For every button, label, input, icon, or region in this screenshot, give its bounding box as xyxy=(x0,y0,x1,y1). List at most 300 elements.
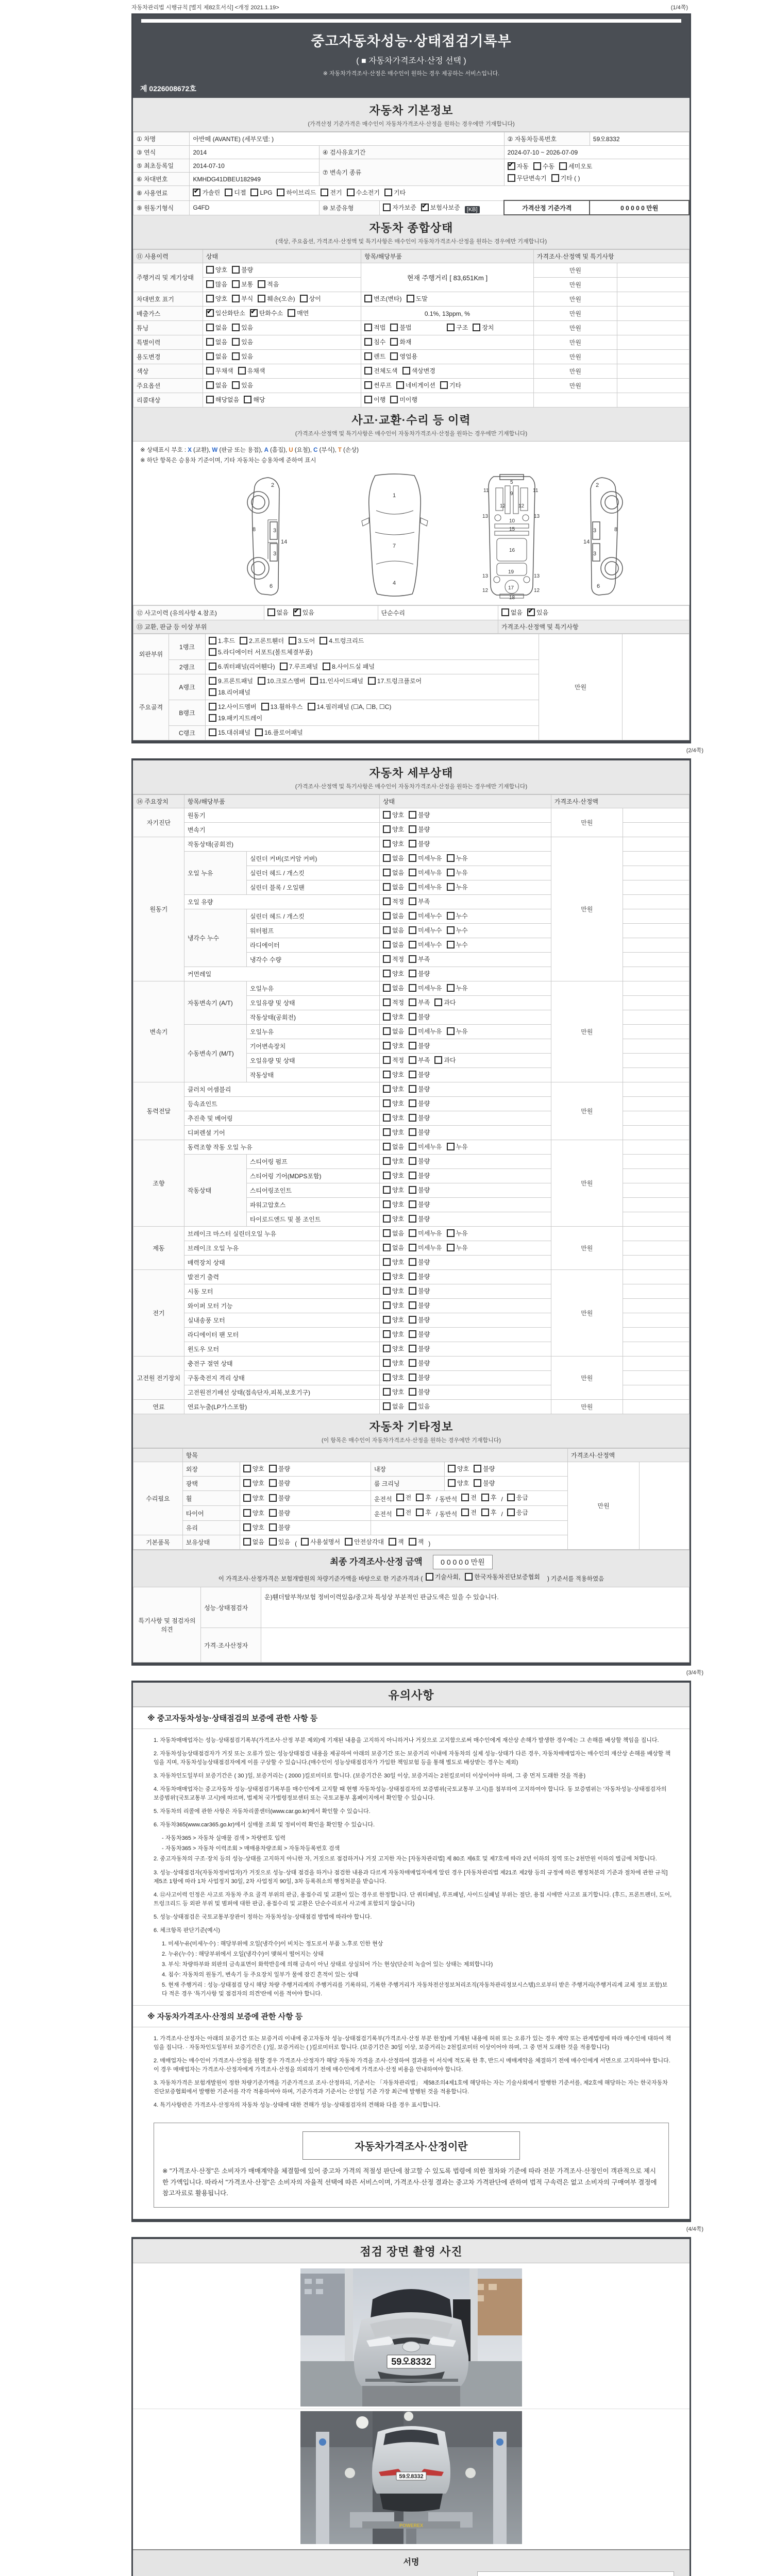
checkbox-option[interactable] xyxy=(447,883,468,891)
checkbox-option[interactable] xyxy=(206,395,239,404)
checkbox-option[interactable] xyxy=(409,1200,430,1209)
checkbox-option[interactable] xyxy=(409,1128,430,1137)
checkbox-option[interactable] xyxy=(551,174,580,182)
checkbox-option[interactable] xyxy=(206,337,227,346)
checkbox-icon[interactable] xyxy=(409,1330,416,1338)
checkbox-icon[interactable] xyxy=(232,280,240,288)
checkbox-checked-icon[interactable] xyxy=(193,189,200,196)
checkbox-option[interactable] xyxy=(383,897,404,906)
checkbox-icon[interactable] xyxy=(447,869,455,876)
checkbox-option[interactable] xyxy=(409,955,430,963)
checkbox-icon[interactable] xyxy=(383,1128,391,1136)
checkbox-option[interactable] xyxy=(409,1258,430,1266)
checkbox-icon[interactable] xyxy=(426,1573,433,1581)
checkbox-option[interactable] xyxy=(383,1402,404,1411)
checkbox-option[interactable] xyxy=(409,839,430,848)
checkbox-icon[interactable] xyxy=(447,941,455,948)
checkbox-option[interactable] xyxy=(267,608,289,617)
checkbox-icon[interactable] xyxy=(383,883,391,891)
checkbox-icon[interactable] xyxy=(383,1143,391,1150)
checkbox-icon[interactable] xyxy=(258,295,265,302)
checkbox-icon[interactable] xyxy=(533,162,541,170)
checkbox-option[interactable] xyxy=(364,294,401,303)
checkbox-icon[interactable] xyxy=(258,280,265,288)
checkbox-option[interactable] xyxy=(383,1113,404,1122)
checkbox-option[interactable] xyxy=(434,998,456,1007)
checkbox-option[interactable] xyxy=(409,1272,430,1281)
checkbox-icon[interactable] xyxy=(368,677,376,685)
checkbox-icon[interactable] xyxy=(383,1345,391,1352)
checkbox-icon[interactable] xyxy=(206,352,214,360)
checkbox-option[interactable] xyxy=(383,1099,404,1108)
checkbox-option[interactable] xyxy=(409,1113,430,1122)
checkbox-option[interactable] xyxy=(409,998,430,1007)
checkbox-icon[interactable] xyxy=(409,811,416,819)
checkbox-icon[interactable] xyxy=(250,189,258,196)
checkbox-icon[interactable] xyxy=(383,840,391,848)
checkbox-option[interactable] xyxy=(383,1185,404,1194)
checkbox-option[interactable] xyxy=(225,188,246,197)
checkbox-option[interactable] xyxy=(232,280,253,289)
checkbox-icon[interactable] xyxy=(269,1509,277,1517)
checkbox-option[interactable] xyxy=(383,1070,404,1079)
checkbox-icon[interactable] xyxy=(206,396,214,403)
checkbox-option[interactable] xyxy=(238,366,265,375)
checkbox-icon[interactable] xyxy=(383,1013,391,1021)
checkbox-option[interactable] xyxy=(409,1185,430,1194)
checkbox-option[interactable] xyxy=(209,688,250,697)
checkbox-option[interactable] xyxy=(383,1027,404,1036)
checkbox-icon[interactable] xyxy=(209,728,216,736)
checkbox-option[interactable] xyxy=(209,636,235,645)
checkbox-icon[interactable] xyxy=(416,1494,424,1501)
checkbox-option[interactable] xyxy=(383,911,404,920)
checkbox-option[interactable] xyxy=(409,810,430,819)
checkbox-option[interactable] xyxy=(409,1027,442,1036)
checkbox-icon[interactable] xyxy=(409,840,416,848)
checkbox-icon[interactable] xyxy=(473,324,480,331)
checkbox-option[interactable] xyxy=(559,162,592,171)
checkbox-option[interactable] xyxy=(300,294,321,303)
checkbox-option[interactable] xyxy=(409,1344,430,1353)
checkbox-option[interactable] xyxy=(232,265,253,274)
checkbox-icon[interactable] xyxy=(347,189,355,196)
checkbox-icon[interactable] xyxy=(364,396,372,403)
checkbox-option[interactable] xyxy=(206,280,227,289)
checkbox-option[interactable] xyxy=(461,1493,477,1502)
checkbox-icon[interactable] xyxy=(409,984,416,992)
checkbox-icon[interactable] xyxy=(383,1258,391,1266)
checkbox-option[interactable] xyxy=(507,1508,528,1517)
checkbox-icon[interactable] xyxy=(481,1509,489,1516)
checkbox-icon[interactable] xyxy=(209,637,216,645)
checkbox-option[interactable] xyxy=(232,352,253,361)
checkbox-icon[interactable] xyxy=(409,1229,416,1237)
checkbox-option[interactable] xyxy=(383,969,404,978)
checkbox-option[interactable] xyxy=(409,984,442,992)
checkbox-option[interactable] xyxy=(383,1315,404,1324)
checkbox-option[interactable] xyxy=(383,203,416,212)
checkbox-option[interactable] xyxy=(383,1387,404,1396)
checkbox-icon[interactable] xyxy=(383,1042,391,1049)
checkbox-icon[interactable] xyxy=(383,1287,391,1295)
checkbox-icon[interactable] xyxy=(383,1316,391,1324)
checkbox-option[interactable] xyxy=(447,323,468,332)
checkbox-option[interactable] xyxy=(409,1041,430,1050)
checkbox-option[interactable] xyxy=(364,323,385,332)
checkbox-icon[interactable] xyxy=(206,295,214,302)
checkbox-icon[interactable] xyxy=(206,367,214,375)
checkbox-icon[interactable] xyxy=(409,1345,416,1352)
checkbox-icon[interactable] xyxy=(240,637,247,645)
checkbox-option[interactable] xyxy=(409,1171,430,1180)
checkbox-option[interactable] xyxy=(384,188,406,197)
checkbox-icon[interactable] xyxy=(447,1244,455,1251)
checkbox-icon[interactable] xyxy=(232,338,240,346)
checkbox-icon[interactable] xyxy=(440,381,448,389)
checkbox-option[interactable] xyxy=(232,381,253,389)
checkbox-icon[interactable] xyxy=(383,1215,391,1223)
checkbox-icon[interactable] xyxy=(288,309,295,317)
checkbox-option[interactable] xyxy=(474,1464,495,1473)
checkbox-icon[interactable] xyxy=(409,912,416,920)
checkbox-icon[interactable] xyxy=(243,1479,251,1487)
checkbox-checked-icon[interactable] xyxy=(508,162,515,170)
checkbox-option[interactable] xyxy=(320,636,364,645)
checkbox-option[interactable] xyxy=(209,648,313,656)
checkbox-option[interactable] xyxy=(416,1508,431,1517)
checkbox-icon[interactable] xyxy=(409,1402,416,1410)
checkbox-icon[interactable] xyxy=(310,677,318,685)
checkbox-icon[interactable] xyxy=(300,295,308,302)
checkbox-option[interactable] xyxy=(383,1344,404,1353)
checkbox-option[interactable] xyxy=(448,1464,469,1473)
checkbox-icon[interactable] xyxy=(434,1056,442,1064)
checkbox-icon[interactable] xyxy=(447,883,455,891)
checkbox-option[interactable] xyxy=(383,839,404,848)
checkbox-option[interactable] xyxy=(434,1056,456,1064)
checkbox-option[interactable] xyxy=(383,854,404,862)
checkbox-option[interactable] xyxy=(258,294,295,303)
checkbox-icon[interactable] xyxy=(383,1229,391,1237)
checkbox-icon[interactable] xyxy=(447,912,455,920)
checkbox-option[interactable] xyxy=(383,1272,404,1281)
checkbox-icon[interactable] xyxy=(232,381,240,389)
checkbox-option[interactable] xyxy=(368,676,422,685)
checkbox-icon[interactable] xyxy=(383,1273,391,1280)
checkbox-icon[interactable] xyxy=(206,266,214,274)
checkbox-option[interactable] xyxy=(396,381,435,389)
checkbox-option[interactable] xyxy=(383,868,404,877)
checkbox-icon[interactable] xyxy=(409,854,416,862)
checkbox-option[interactable] xyxy=(269,1479,290,1487)
checkbox-icon[interactable] xyxy=(383,1186,391,1194)
checkbox-icon[interactable] xyxy=(232,352,240,360)
checkbox-option[interactable] xyxy=(409,1330,430,1338)
checkbox-icon[interactable] xyxy=(269,1494,277,1502)
checkbox-option[interactable] xyxy=(209,702,257,711)
checkbox-option[interactable] xyxy=(440,381,461,389)
checkbox-icon[interactable] xyxy=(209,688,216,696)
checkbox-icon[interactable] xyxy=(320,637,327,645)
checkbox-option[interactable] xyxy=(383,984,404,992)
checkbox-icon[interactable] xyxy=(364,295,372,302)
checkbox-option[interactable] xyxy=(310,676,363,685)
checkbox-icon[interactable] xyxy=(390,396,398,403)
checkbox-icon[interactable] xyxy=(383,1099,391,1107)
checkbox-icon[interactable] xyxy=(269,1523,277,1531)
checkbox-option[interactable] xyxy=(383,883,404,891)
checkbox-option[interactable] xyxy=(402,366,435,375)
checkbox-icon[interactable] xyxy=(409,1157,416,1165)
checkbox-icon[interactable] xyxy=(243,1538,251,1546)
checkbox-option[interactable] xyxy=(396,1508,412,1517)
checkbox-option[interactable] xyxy=(383,1157,404,1165)
checkbox-option[interactable] xyxy=(206,309,245,317)
checkbox-icon[interactable] xyxy=(409,1013,416,1021)
checkbox-icon[interactable] xyxy=(238,367,246,375)
checkbox-option[interactable] xyxy=(243,1464,264,1473)
checkbox-icon[interactable] xyxy=(409,970,416,977)
checkbox-option[interactable] xyxy=(323,662,375,671)
checkbox-icon[interactable] xyxy=(383,955,391,963)
checkbox-option[interactable] xyxy=(409,969,430,978)
checkbox-option[interactable] xyxy=(383,1229,404,1238)
checkbox-option[interactable] xyxy=(258,676,306,685)
checkbox-icon[interactable] xyxy=(409,1114,416,1122)
checkbox-icon[interactable] xyxy=(383,1402,391,1410)
checkbox-option[interactable] xyxy=(447,868,468,877)
checkbox-icon[interactable] xyxy=(383,1200,391,1208)
checkbox-icon[interactable] xyxy=(269,1538,277,1546)
checkbox-icon[interactable] xyxy=(409,1273,416,1280)
checkbox-icon[interactable] xyxy=(390,324,398,331)
checkbox-icon[interactable] xyxy=(448,1479,456,1487)
checkbox-option[interactable] xyxy=(409,1387,430,1396)
checkbox-icon[interactable] xyxy=(206,381,214,389)
checkbox-icon[interactable] xyxy=(447,1027,455,1035)
checkbox-option[interactable] xyxy=(409,940,442,949)
checkbox-option[interactable] xyxy=(345,1537,384,1546)
checkbox-icon[interactable] xyxy=(261,703,269,710)
checkbox-option[interactable] xyxy=(409,1099,430,1108)
checkbox-option[interactable] xyxy=(209,728,250,737)
checkbox-option[interactable] xyxy=(409,1315,430,1324)
checkbox-icon[interactable] xyxy=(461,1509,469,1516)
checkbox-option[interactable] xyxy=(243,1523,264,1532)
checkbox-option[interactable] xyxy=(364,366,397,375)
checkbox-option[interactable] xyxy=(206,323,227,332)
checkbox-icon[interactable] xyxy=(206,338,214,346)
checkbox-option[interactable] xyxy=(269,1464,290,1473)
checkbox-option[interactable] xyxy=(383,1301,404,1310)
checkbox-icon[interactable] xyxy=(383,825,391,833)
checkbox-icon[interactable] xyxy=(308,703,315,710)
checkbox-icon[interactable] xyxy=(409,869,416,876)
checkbox-icon[interactable] xyxy=(447,926,455,934)
checkbox-option[interactable] xyxy=(481,1508,497,1517)
checkbox-icon[interactable] xyxy=(383,1374,391,1381)
checkbox-option[interactable] xyxy=(383,810,404,819)
checkbox-icon[interactable] xyxy=(383,984,391,992)
checkbox-icon[interactable] xyxy=(551,174,559,182)
checkbox-icon[interactable] xyxy=(277,189,284,196)
checkbox-icon[interactable] xyxy=(244,396,251,403)
checkbox-icon[interactable] xyxy=(243,1523,251,1531)
checkbox-icon[interactable] xyxy=(474,1465,481,1472)
checkbox-option[interactable] xyxy=(409,1243,442,1252)
checkbox-icon[interactable] xyxy=(383,1244,391,1251)
checkbox-icon[interactable] xyxy=(409,897,416,905)
checkbox-option[interactable] xyxy=(269,1537,290,1546)
checkbox-option[interactable] xyxy=(232,294,253,303)
checkbox-icon[interactable] xyxy=(390,338,398,346)
checkbox-icon[interactable] xyxy=(383,941,391,948)
checkbox-icon[interactable] xyxy=(409,1287,416,1295)
checkbox-icon[interactable] xyxy=(416,1509,424,1516)
checkbox-icon[interactable] xyxy=(409,1200,416,1208)
checkbox-option[interactable] xyxy=(383,1041,404,1050)
checkbox-icon[interactable] xyxy=(364,367,372,375)
checkbox-checked-icon[interactable] xyxy=(421,204,429,211)
checkbox-option[interactable] xyxy=(250,189,272,196)
checkbox-option[interactable] xyxy=(390,395,417,404)
checkbox-option[interactable] xyxy=(383,1200,404,1209)
checkbox-option[interactable] xyxy=(461,1508,477,1517)
checkbox-icon[interactable] xyxy=(559,162,567,170)
checkbox-icon[interactable] xyxy=(206,324,214,331)
checkbox-option[interactable] xyxy=(269,1523,290,1532)
checkbox-icon[interactable] xyxy=(383,1056,391,1064)
checkbox-option[interactable] xyxy=(383,1142,404,1151)
checkbox-option[interactable] xyxy=(243,1537,264,1546)
checkbox-icon[interactable] xyxy=(465,1573,473,1581)
checkbox-icon[interactable] xyxy=(409,1301,416,1309)
checkbox-icon[interactable] xyxy=(389,1538,396,1546)
checkbox-option[interactable] xyxy=(409,1537,424,1546)
checkbox-icon[interactable] xyxy=(409,998,416,1006)
checkbox-option[interactable] xyxy=(407,294,428,303)
checkbox-option[interactable] xyxy=(261,702,303,711)
checkbox-icon[interactable] xyxy=(383,1172,391,1179)
checkbox-icon[interactable] xyxy=(409,1538,416,1546)
checkbox-icon[interactable] xyxy=(409,1099,416,1107)
checkbox-option[interactable] xyxy=(383,1056,404,1064)
checkbox-checked-icon[interactable] xyxy=(250,309,258,317)
checkbox-icon[interactable] xyxy=(243,1494,251,1502)
checkbox-option[interactable] xyxy=(409,1359,430,1367)
checkbox-option[interactable] xyxy=(390,352,417,361)
checkbox-option[interactable] xyxy=(193,188,220,197)
checkbox-option[interactable] xyxy=(383,1330,404,1338)
checkbox-icon[interactable] xyxy=(364,338,372,346)
checkbox-option[interactable] xyxy=(447,1027,468,1036)
checkbox-option[interactable] xyxy=(383,1012,404,1021)
checkbox-option[interactable] xyxy=(383,1373,404,1382)
checkbox-option[interactable] xyxy=(383,955,404,963)
checkbox-option[interactable] xyxy=(243,1509,264,1517)
checkbox-option[interactable] xyxy=(232,337,253,346)
checkbox-icon[interactable] xyxy=(508,174,515,182)
checkbox-icon[interactable] xyxy=(409,941,416,948)
checkbox-icon[interactable] xyxy=(383,811,391,819)
checkbox-option[interactable] xyxy=(383,998,404,1007)
checkbox-option[interactable] xyxy=(258,280,279,289)
checkbox-icon[interactable] xyxy=(232,324,240,331)
checkbox-icon[interactable] xyxy=(384,189,392,196)
checkbox-option[interactable] xyxy=(364,395,385,404)
checkbox-option[interactable] xyxy=(481,1493,497,1502)
checkbox-icon[interactable] xyxy=(409,1388,416,1396)
checkbox-option[interactable] xyxy=(206,352,227,361)
checkbox-option[interactable] xyxy=(383,1084,404,1093)
checkbox-option[interactable] xyxy=(447,984,468,992)
checkbox-option[interactable] xyxy=(416,1493,431,1502)
checkbox-option[interactable] xyxy=(288,309,309,317)
checkbox-icon[interactable] xyxy=(396,1509,404,1516)
checkbox-icon[interactable] xyxy=(269,1465,277,1472)
checkbox-icon[interactable] xyxy=(409,955,416,963)
checkbox-icon[interactable] xyxy=(447,854,455,862)
checkbox-icon[interactable] xyxy=(364,381,372,389)
checkbox-option[interactable] xyxy=(383,1243,404,1252)
checkbox-icon[interactable] xyxy=(269,1479,277,1487)
checkbox-option[interactable] xyxy=(383,1258,404,1266)
checkbox-icon[interactable] xyxy=(364,352,372,360)
checkbox-icon[interactable] xyxy=(243,1465,251,1472)
checkbox-icon[interactable] xyxy=(448,1465,456,1472)
checkbox-icon[interactable] xyxy=(447,324,455,331)
checkbox-icon[interactable] xyxy=(402,367,410,375)
checkbox-icon[interactable] xyxy=(481,1494,489,1501)
checkbox-icon[interactable] xyxy=(390,352,398,360)
checkbox-icon[interactable] xyxy=(409,1374,416,1381)
checkbox-option[interactable] xyxy=(396,1493,412,1502)
checkbox-option[interactable] xyxy=(209,714,262,722)
checkbox-icon[interactable] xyxy=(407,295,414,302)
checkbox-option[interactable] xyxy=(383,1171,404,1180)
checkbox-icon[interactable] xyxy=(383,1085,391,1093)
checkbox-option[interactable] xyxy=(409,926,442,935)
checkbox-checked-icon[interactable] xyxy=(206,309,214,317)
checkbox-icon[interactable] xyxy=(409,1316,416,1324)
checkbox-option[interactable] xyxy=(383,1359,404,1367)
checkbox-icon[interactable] xyxy=(383,998,391,1006)
checkbox-option[interactable] xyxy=(447,926,468,935)
checkbox-option[interactable] xyxy=(507,1493,528,1502)
checkbox-icon[interactable] xyxy=(383,970,391,977)
checkbox-icon[interactable] xyxy=(409,1128,416,1136)
checkbox-option[interactable] xyxy=(533,162,554,171)
checkbox-option[interactable] xyxy=(409,1070,430,1079)
checkbox-icon[interactable] xyxy=(321,189,328,196)
checkbox-option[interactable] xyxy=(409,897,430,906)
checkbox-option[interactable] xyxy=(474,1479,495,1487)
checkbox-icon[interactable] xyxy=(280,663,288,670)
checkbox-icon[interactable] xyxy=(507,1509,515,1516)
checkbox-icon[interactable] xyxy=(409,825,416,833)
checkbox-icon[interactable] xyxy=(383,1359,391,1367)
checkbox-icon[interactable] xyxy=(383,1157,391,1165)
checkbox-option[interactable] xyxy=(383,926,404,935)
checkbox-option[interactable] xyxy=(508,174,547,182)
checkbox-icon[interactable] xyxy=(409,926,416,934)
checkbox-option[interactable] xyxy=(447,1229,468,1238)
checkbox-option[interactable] xyxy=(389,1537,404,1546)
checkbox-option[interactable] xyxy=(409,1084,430,1093)
checkbox-option[interactable] xyxy=(321,188,342,197)
checkbox-option[interactable] xyxy=(409,868,442,877)
